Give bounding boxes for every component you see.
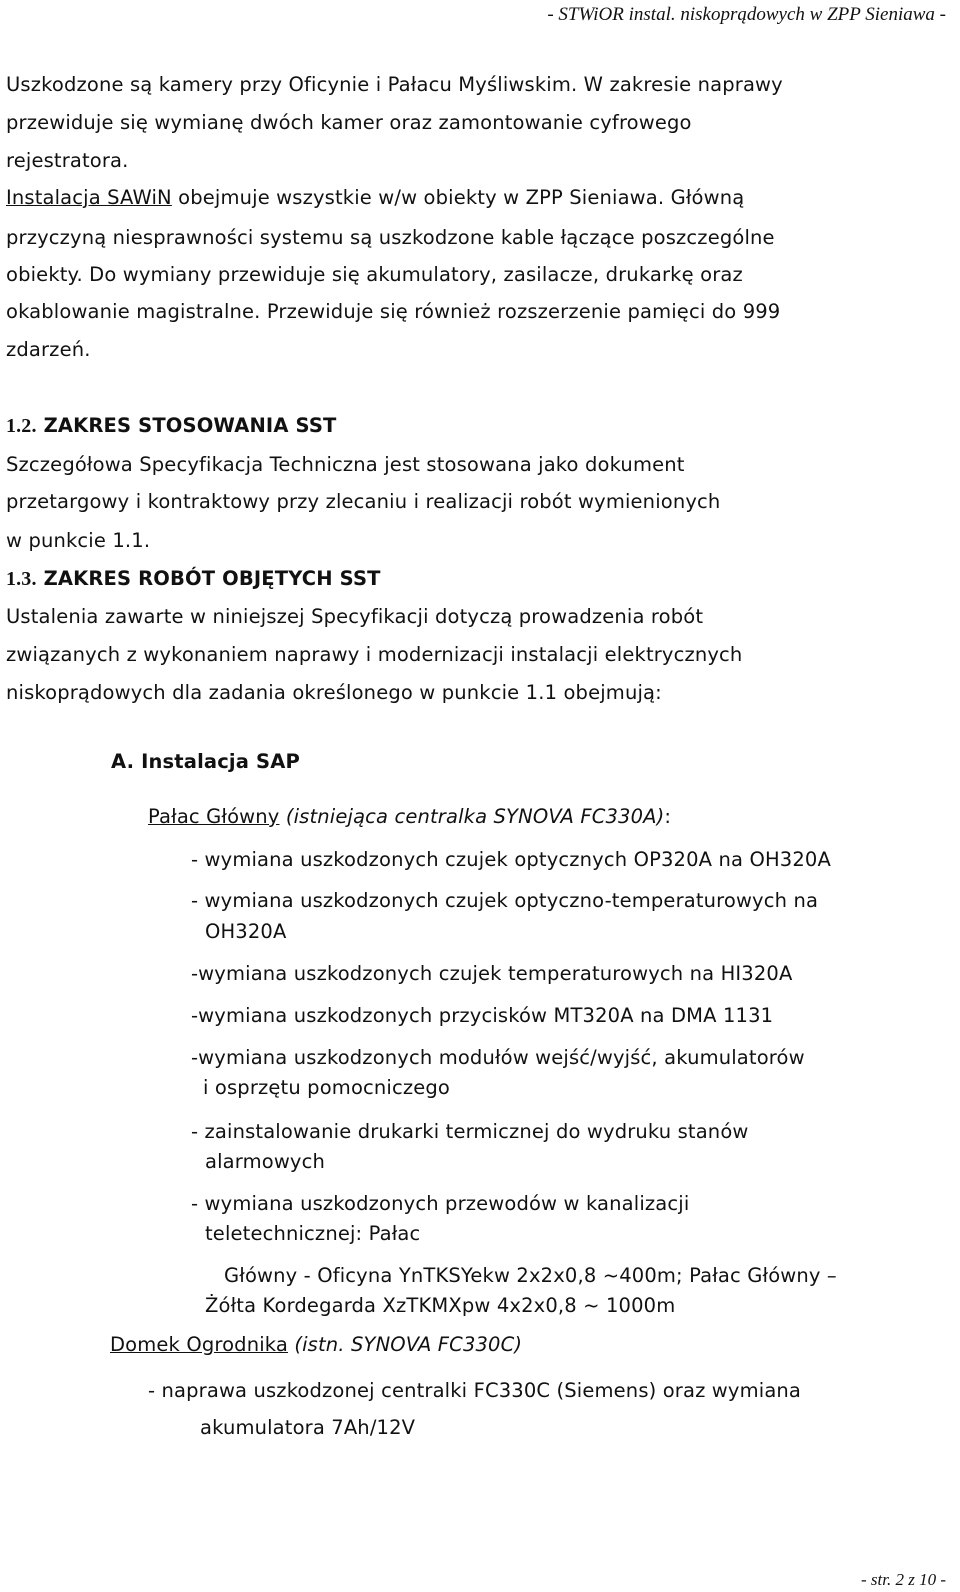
section-1-2-heading — [6, 414, 336, 438]
intro-line-4-rest: obejmuje wszystkie w/w obiekty w ZPP Sieniawa. Główną — [171, 186, 745, 209]
domek-ogrodnika-detail: (istn. SYNOVA FC330C) — [294, 1333, 523, 1356]
list-item-continuation: alarmowych — [205, 1150, 325, 1173]
domek-ogrodnika-heading — [110, 1333, 522, 1356]
list-item-continuation: Główny - Oficyna YnTKSYekw 2x2x0,8 ~400m; Pałac Główny – — [224, 1264, 837, 1287]
intro-line-7: okablowanie magistralne. Przewiduje się również rozszerzenie pamięci do 999 — [6, 300, 781, 323]
subsection-a-title: A. Instalacja SAP — [111, 750, 300, 773]
intro-line-5: przyczyną niesprawności systemu są uszkodzone kable łączące poszczególne — [6, 226, 775, 249]
intro-line-8: zdarzeń. — [6, 338, 91, 361]
intro-line-1: Uszkodzone są kamery przy Oficynie i Pałacu Myśliwskim. W zakresie naprawy — [6, 73, 783, 96]
sawin-link-text: Instalacja SAWiN — [6, 186, 172, 209]
domek-ogrodnika-name: Domek Ogrodnika — [110, 1333, 288, 1356]
section-1-3-line-3: niskoprądowych dla zadania określonego w punkcie 1.1 obejmują: — [6, 681, 662, 704]
page-footer: - str. 2 z 10 - — [860, 1570, 946, 1589]
list-item-continuation: akumulatora 7Ah/12V — [200, 1416, 416, 1439]
section-1-3-line-2: związanych z wykonaniem naprawy i modernizacji instalacji elektrycznych — [6, 643, 743, 666]
palac-glowny-name: Pałac Główny — [148, 805, 280, 828]
list-item: - wymiana uszkodzonych czujek optycznych OP320A na OH320A — [191, 848, 831, 871]
list-item: -wymiana uszkodzonych czujek temperaturowych na HI320A — [191, 962, 793, 985]
list-item-continuation: teletechnicznej: Pałac — [205, 1222, 421, 1245]
palac-glowny-colon: : — [664, 805, 672, 828]
section-1-3-number: 1.3. — [6, 568, 37, 590]
intro-line-6: obiekty. Do wymiany przewiduje się akumulatory, zasilacze, drukarkę oraz — [6, 263, 743, 286]
section-1-3-line-1: Ustalenia zawarte w niniejszej Specyfikacji dotyczą prowadzenia robót — [6, 605, 704, 628]
intro-line-2: przewiduje się wymianę dwóch kamer oraz zamontowanie cyfrowego — [6, 111, 692, 134]
list-item-continuation: Żółta Kordegarda XzTKMXpw 4x2x0,8 ~ 1000m — [205, 1294, 676, 1317]
intro-line-3: rejestratora. — [6, 149, 129, 172]
list-item: - zainstalowanie drukarki termicznej do wydruku stanów — [191, 1120, 749, 1143]
section-1-2-line-2: przetargowy i kontraktowy przy zlecaniu i realizacji robót wymienionych — [6, 490, 721, 513]
section-1-2-title: ZAKRES STOSOWANIA SST — [43, 414, 337, 437]
list-item-continuation: i osprzętu pomocniczego — [203, 1076, 450, 1099]
list-item: - wymiana uszkodzonych czujek optyczno-temperaturowych na — [191, 889, 819, 912]
section-1-3-heading — [6, 567, 381, 591]
palac-glowny-heading — [148, 805, 671, 828]
section-1-2-line-3: w punkcie 1.1. — [6, 529, 151, 552]
list-item: - wymiana uszkodzonych przewodów w kanalizacji — [191, 1192, 690, 1215]
list-item-continuation: OH320A — [205, 920, 287, 943]
list-item: -wymiana uszkodzonych modułów wejść/wyjść, akumulatorów — [191, 1046, 805, 1069]
section-1-2-line-1: Szczegółowa Specyfikacja Techniczna jest stosowana jako dokument — [6, 453, 685, 476]
list-item: -wymiana uszkodzonych przycisków MT320A na DMA 1131 — [191, 1004, 774, 1027]
palac-glowny-detail: (istniejąca centralka SYNOVA FC330A) — [285, 805, 665, 828]
section-1-3-title: ZAKRES ROBÓT OBJĘTYCH SST — [43, 567, 381, 590]
section-1-2-number: 1.2. — [6, 415, 37, 437]
intro-line-4 — [6, 186, 744, 209]
list-item: - naprawa uszkodzonej centralki FC330C (Siemens) oraz wymiana — [148, 1379, 802, 1402]
running-header: - STWiOR instal. niskoprądowych w ZPP Sieniawa - — [547, 4, 946, 25]
